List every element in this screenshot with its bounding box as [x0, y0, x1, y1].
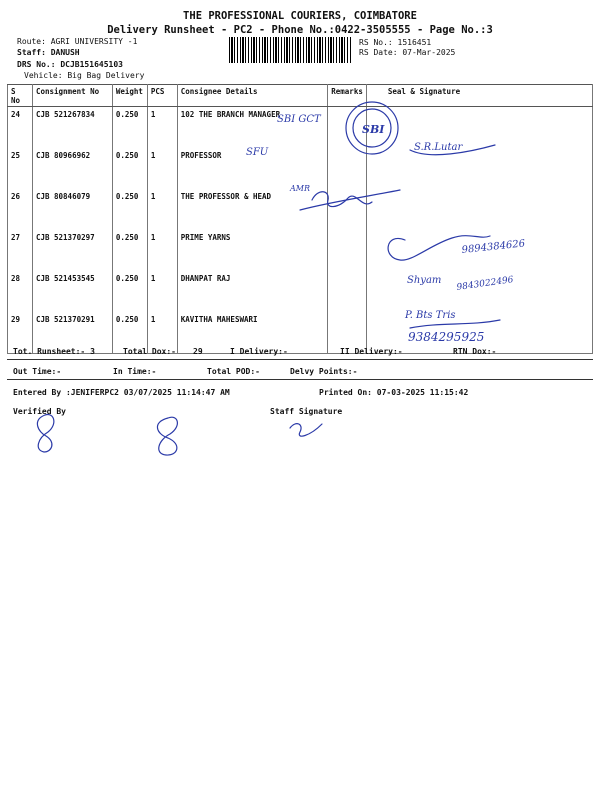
cell-pcs: 1 [147, 148, 177, 189]
rs-number: RS No.: 1516451 [359, 38, 432, 47]
tot-runsheet: Tot. Runsheet:- 3 [13, 347, 95, 356]
col-consignee: Consignee Details [177, 85, 327, 107]
cell-consignment: CJB 80966962 [32, 148, 112, 189]
i-delivery: I Delivery:- [230, 347, 288, 356]
cell-sno: 24 [8, 107, 33, 149]
staff-label: Staff: DANUSH [17, 48, 80, 57]
cell-weight: 0.250 [112, 230, 147, 271]
rs-date: RS Date: 07-Mar-2025 [359, 48, 456, 57]
in-time: In Time:- [113, 367, 157, 376]
ink-row28-name: Shyam [407, 275, 442, 286]
cell-consignee: PRIME YARNS [177, 230, 327, 271]
cell-pcs: 1 [147, 107, 177, 149]
cell-sno: 26 [8, 189, 33, 230]
row29-underline [410, 320, 500, 328]
cell-consignee: KAVITHA MAHESWARI [177, 312, 327, 354]
col-pcs: PCS [147, 85, 177, 107]
ink-row25-sig: S.R.Lutar [414, 142, 463, 153]
total-pod: Total POD:- [207, 367, 260, 376]
cell-weight: 0.250 [112, 312, 147, 354]
delvy-points: Delvy Points:- [290, 367, 358, 376]
cell-weight: 0.250 [112, 107, 147, 149]
col-sno: S No [8, 85, 33, 107]
staff-signature-label: Staff Signature [270, 407, 343, 416]
cell-sno: 29 [8, 312, 33, 354]
cell-consignee: 102 THE BRANCH MANAGER [177, 107, 327, 149]
printed-on: Printed On: 07-03-2025 11:15:42 [319, 388, 469, 397]
total-dox-value: 29 [193, 347, 203, 356]
cell-consignment: CJB 521370291 [32, 312, 112, 354]
ink-row25: SFU [246, 147, 269, 158]
route-label: Route: AGRI UNIVERSITY -1 [17, 37, 138, 46]
cell-pcs: 1 [147, 312, 177, 354]
cell-sno: 25 [8, 148, 33, 189]
total-dox-label: Total Dox:- [123, 347, 176, 356]
verified-by-label: Verified By [13, 407, 66, 416]
cell-consignee: DHANPAT RAJ [177, 271, 327, 312]
cell-pcs: 1 [147, 230, 177, 271]
drs-label: DRS No.: DCJB151645103 [17, 60, 123, 69]
col-weight: Weight [112, 85, 147, 107]
cell-weight: 0.250 [112, 271, 147, 312]
company-name: THE PROFESSIONAL COURIERS, COIMBATORE [183, 10, 417, 22]
cell-weight: 0.250 [112, 189, 147, 230]
ink-stamp: SBI [362, 123, 385, 136]
rtn-dox: RTN Dox:- [453, 347, 497, 356]
cell-sno: 28 [8, 271, 33, 312]
runsheet-subtitle: Delivery Runsheet - PC2 - Phone No.:0422-3505555 - Page No.:3 [107, 24, 493, 36]
vehicle-label: Vehicle: Big Bag Delivery [24, 71, 145, 80]
ink-row29-phone: 9384295925 [408, 330, 485, 344]
ink-row27-phone: 9894384626 [461, 238, 526, 256]
entered-by: Entered By :JENIFERPC2 03/07/2025 11:14:47 AM [13, 388, 230, 397]
cell-consignee: PROFESSOR [177, 148, 327, 189]
col-consignment: Consignment No [32, 85, 112, 107]
cell-consignment: CJB 80846079 [32, 189, 112, 230]
cell-consignment: CJB 521453545 [32, 271, 112, 312]
col-seal: Seal & Signature [366, 85, 592, 107]
ink-row29-name: P. Bts Tris [405, 310, 456, 321]
row26-underline [300, 190, 400, 210]
col-remarks: Remarks [328, 85, 367, 107]
out-time: Out Time:- [13, 367, 62, 376]
cell-consignment: CJB 521370297 [32, 230, 112, 271]
staff-signature [290, 424, 322, 437]
center-signature [157, 417, 177, 455]
cell-pcs: 1 [147, 271, 177, 312]
verified-signature [37, 415, 53, 452]
cell-sno: 27 [8, 230, 33, 271]
ii-delivery: II Delivery:- [340, 347, 403, 356]
ink-row24: SBI GCT [277, 114, 321, 125]
row26-signature [312, 192, 372, 207]
cell-weight: 0.250 [112, 148, 147, 189]
cell-pcs: 1 [147, 189, 177, 230]
cell-consignment: CJB 521267834 [32, 107, 112, 149]
cell-consignee: THE PROFESSOR & HEAD [177, 189, 327, 230]
ink-row28-phone: 9843022496 [456, 275, 515, 293]
ink-row26: AMR [290, 184, 310, 193]
